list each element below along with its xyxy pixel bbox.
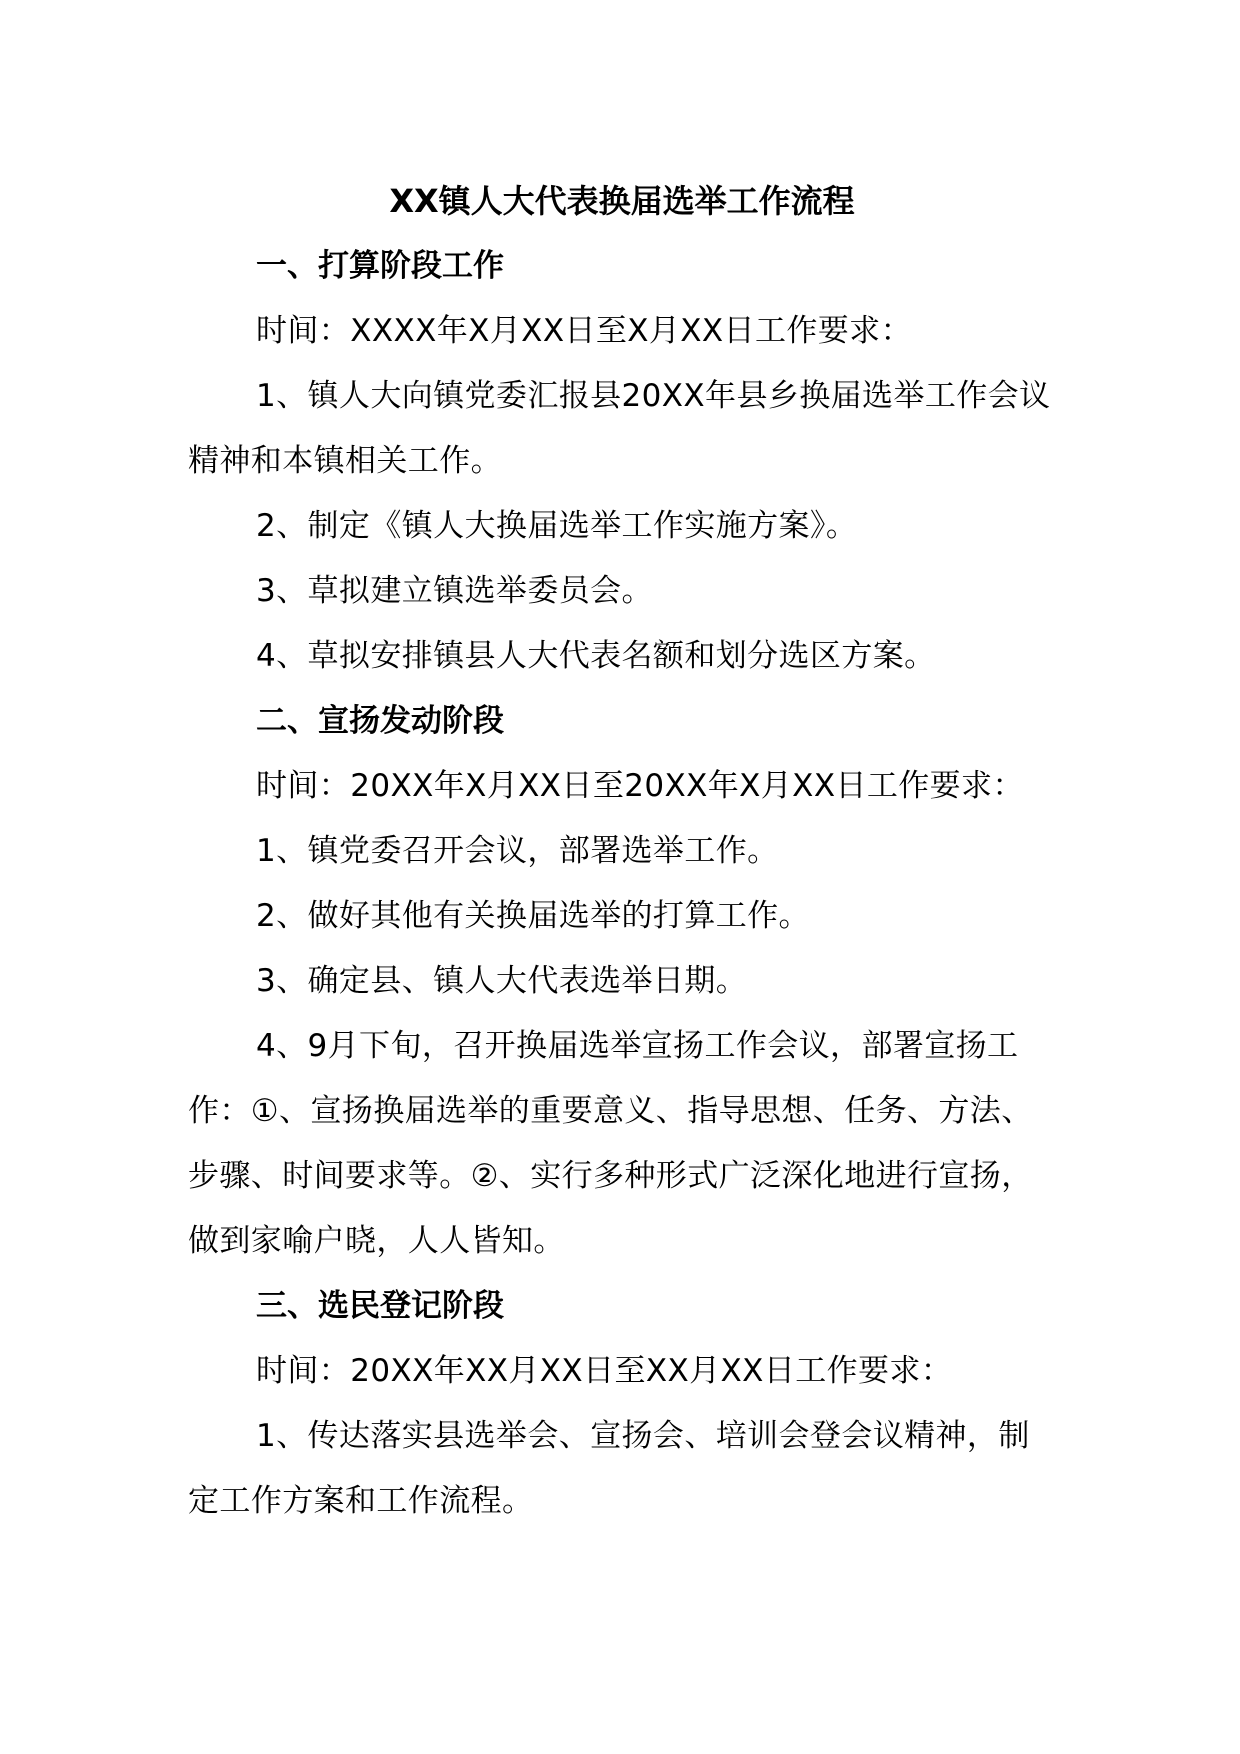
section-time: 时间：20XX年XX月XX日至XX月XX日工作要求： (256, 1353, 953, 1389)
section-time: 时间：20XX年X月XX日至20XX年X月XX日工作要求： (256, 768, 1024, 804)
section-item: 4、草拟安排镇县人大代表名额和划分选区方案。 (256, 638, 936, 674)
section-item: 1、传达落实县选举会、宣扬会、培训会登会议精神，制定工作方案和工作流程。 (188, 1418, 1030, 1519)
document-body (188, 168, 1056, 1534)
section-3 (188, 1274, 1056, 1534)
section-item: 1、镇人大向镇党委汇报县20XX年县乡换届选举工作会议精神和本镇相关工作。 (188, 378, 1051, 479)
section-2 (188, 689, 1056, 1274)
section-item: 2、制定《镇人大换届选举工作实施方案》。 (256, 508, 858, 544)
section-item: 2、做好其他有关换届选举的打算工作。 (256, 898, 810, 934)
section-time: 时间：XXXX年X月XX日至X月XX日工作要求： (256, 313, 912, 349)
document-title: XX镇人大代表换届选举工作流程 (389, 182, 855, 220)
section-heading: 三、选民登记阶段 (256, 1288, 504, 1324)
section-item: 4、9月下旬，召开换届选举宣扬工作会议，部署宣扬工作：①、宣扬换届选举的重要意义、指导思想、任务、方法、步骤、时间要求等。②、实行多种形式广泛深化地进行宣扬，做到家喻户晓，人人皆知。 (188, 1028, 1033, 1259)
section-item: 3、确定县、镇人大代表选举日期。 (256, 963, 748, 999)
section-item: 1、镇党委召开会议，部署选举工作。 (256, 833, 779, 869)
section-heading: 二、宣扬发动阶段 (256, 703, 504, 739)
section-item: 3、草拟建立镇选举委员会。 (256, 573, 653, 609)
section-heading: 一、打算阶段工作 (256, 248, 504, 284)
section-1 (188, 234, 1056, 689)
